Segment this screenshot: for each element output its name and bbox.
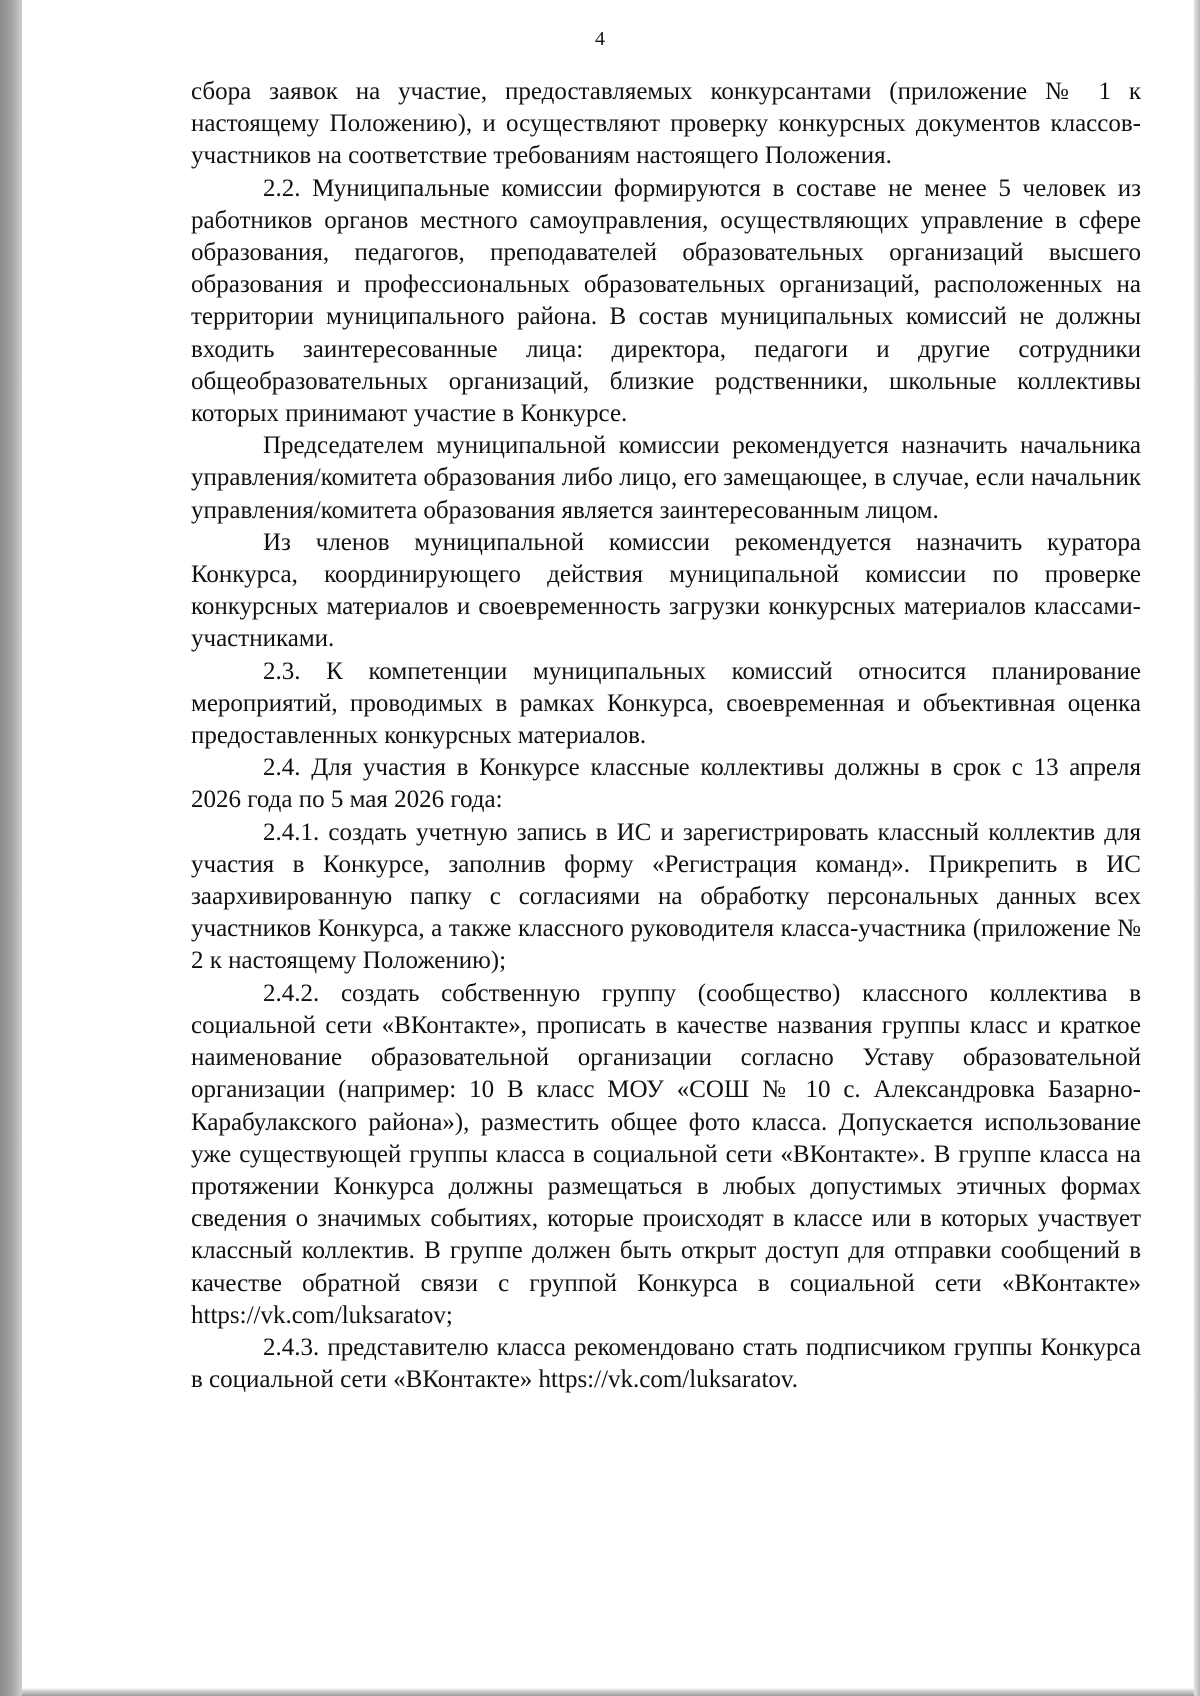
scan-shadow-bottom — [22, 1688, 1194, 1696]
paragraph-contest-curator: Из членов муниципальной комиссии рекомендуется назначить куратора Конкурса, координирующего действия муниципальной комиссии по проверке конкурсных материалов и своевременность загрузки конкурсных материалов классами-участниками. — [191, 528, 1141, 653]
page-number: 4 — [595, 28, 605, 50]
scan-shadow-right — [1194, 0, 1200, 1696]
scan-shadow-left — [0, 0, 22, 1696]
paragraph-continuation: сбора заявок на участие, предоставляемых конкурсантами (приложение № 1 к настоящему Положению), и осуществляют проверку конкурсных документов классов-участников на соответствие требованиям настоящего Положения. — [191, 78, 1141, 170]
paragraph-2-4-2: 2.4.2. создать собственную группу (сообщество) классного коллектива в социальной сети «ВКонтакте», прописать в качестве названия группы класс и краткое наименование образовательной организации согласно Уставу образовательной организации (например: 10 В класс МОУ «СОШ № 10 с. Александровка Базарно-Карабулакского района»), разместить общее фото класса. Допускается использование уже существующей группы класса в социальной сети «ВКонтакте». В группе класса на протяжении Конкурса должны размещаться в любых допустимых этичных формах сведения о значимых событиях, которые происходят в классе или в которых участвует классный коллектив. В группе должен быть открыт доступ для отправки сообщений в качестве обратной связи с группой Конкурса в социальной сети «ВКонтакте» https://vk.com/luksaratov; — [191, 979, 1141, 1329]
paragraph-2-3: 2.3. К компетенции муниципальных комиссий относится планирование мероприятий, проводимых в рамках Конкурса, своевременная и объективная оценка предоставленных конкурсных материалов. — [191, 657, 1141, 750]
document-body — [191, 76, 1141, 1396]
paragraph-2-4-1: 2.4.1. создать учетную запись в ИС и зарегистрировать классный коллектив для участия в Конкурсе, заполнив форму «Регистрация команд». Прикрепить в ИС заархивированную папку с согласиями на обработку персональных данных всех участников Конкурса, а также классного руководителя класса-участника (приложение № 2 к настоящему Положению); — [191, 818, 1141, 975]
paragraph-2-4: 2.4. Для участия в Конкурсе классные коллективы должны в срок с 13 апреля 2026 года по 5 мая 2026 года: — [191, 754, 1141, 814]
paragraph-commission-chair: Председателем муниципальной комиссии рекомендуется назначить начальника управления/комитета образования либо лицо, его замещающее, в случае, если начальник управления/комитета образования является заинтересованным лицом. — [191, 432, 1141, 524]
paragraph-2-2: 2.2. Муниципальные комиссии формируются в составе не менее 5 человек из работников органов местного самоуправления, осуществляющих управление в сфере образования, педагогов, преподавателей образовательных организаций высшего образования и профессиональных образовательных организаций, расположенных на территории муниципального района. В состав муниципальных комиссий не должны входить заинтересованные лица: директора, педагоги и другие сотрудники общеобразовательных организаций, близкие родственники, школьные коллективы которых принимают участие в Конкурсе. — [191, 174, 1141, 428]
paragraph-2-4-3: 2.4.3. представителю класса рекомендовано стать подписчиком группы Конкурса в социальной сети «ВКонтакте» https://vk.com/luksaratov. — [191, 1333, 1141, 1394]
